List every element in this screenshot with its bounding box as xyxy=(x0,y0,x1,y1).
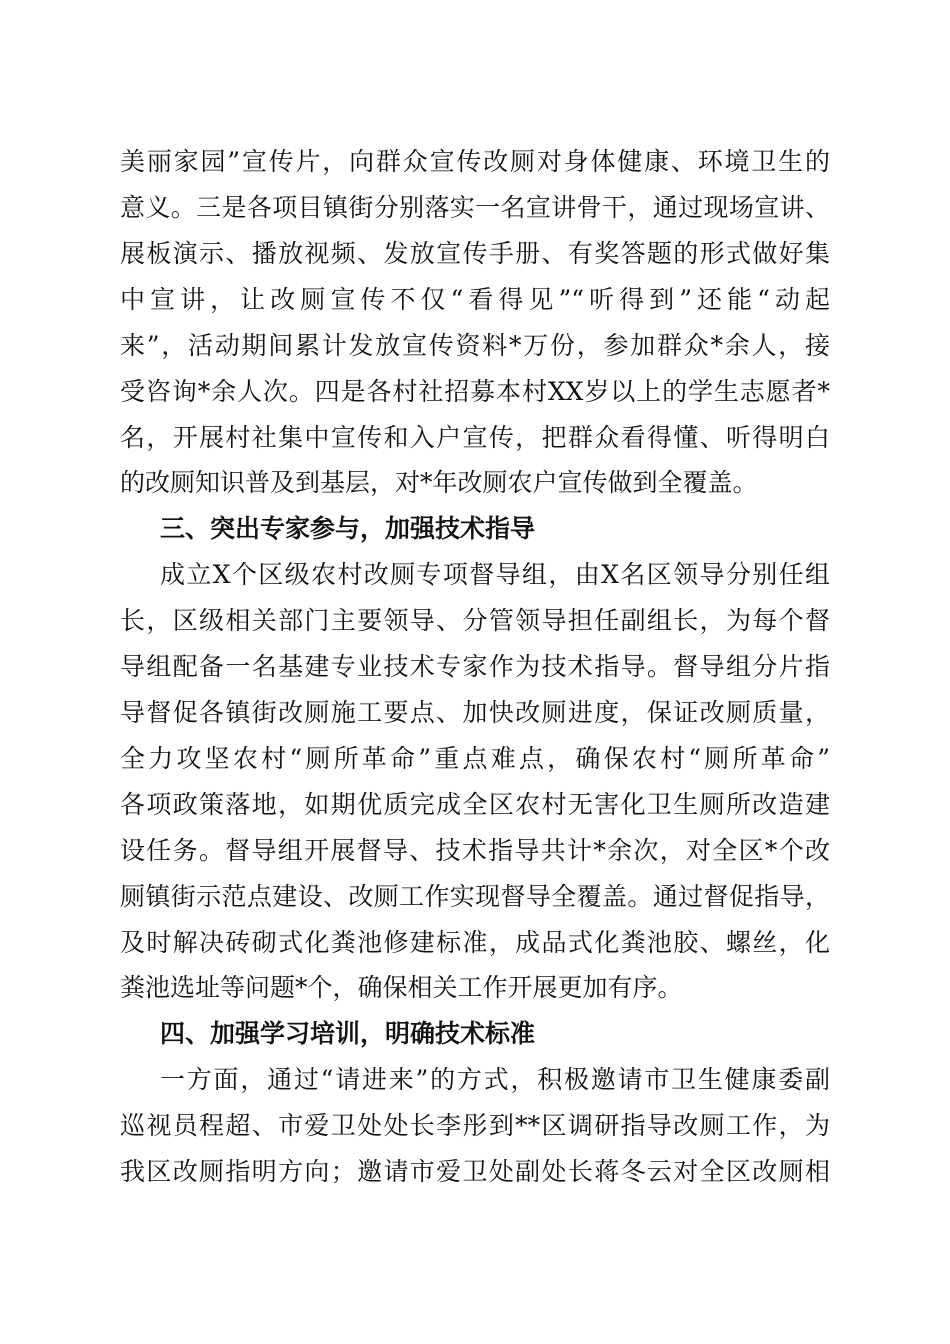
paragraph-line: 设任务。督导组开展督导、技术指导共计*余次，对全区*个改 xyxy=(120,836,830,865)
section-heading: 四、加强学习培训，明确技术标准 xyxy=(160,1019,536,1048)
paragraph-line: 的改厕知识普及到基层，对*年改厕农户宣传做到全覆盖。 xyxy=(120,468,758,497)
section-heading: 三、突出专家参与，加强技术指导 xyxy=(160,514,536,543)
paragraph-line: 厕镇街示范点建设、改厕工作实现督导全覆盖。通过督促指导， xyxy=(120,882,830,911)
paragraph-line: 一方面，通过“请进来”的方式，积极邀请市卫生健康委副 xyxy=(160,1065,830,1094)
paragraph-line: 各项政策落地，如期优质完成全区农村无害化卫生厕所改造建 xyxy=(120,790,830,819)
paragraph-line: 粪池选址等问题*个，确保相关工作开展更加有序。 xyxy=(120,973,683,1002)
paragraph-line: 导督促各镇街改厕施工要点、加快改厕进度，保证改厕质量， xyxy=(120,698,830,727)
paragraph-line: 受咨询*余人次。四是各村社招募本村XX岁以上的学生志愿者* xyxy=(120,377,830,406)
paragraph-line: 中宣讲，让改厕宣传不仅“看得见”“听得到”还能“动起 xyxy=(120,285,830,314)
paragraph-line: 全力攻坚农村“厕所革命”重点难点，确保农村“厕所革命” xyxy=(120,744,830,773)
paragraph-line: 美丽家园”宣传片，向群众宣传改厕对身体健康、环境卫生的 xyxy=(120,147,830,176)
paragraph-line: 名，开展村社集中宣传和入户宣传，把群众看得懂、听得明白 xyxy=(120,423,830,452)
paragraph-line: 长，区级相关部门主要领导、分管领导担任副组长，为每个督 xyxy=(120,606,830,635)
paragraph-line: 导组配备一名基建专业技术专家作为技术指导。督导组分片指 xyxy=(120,652,830,681)
paragraph-line: 成立X个区级农村改厕专项督导组，由X名区领导分别任组 xyxy=(160,560,830,589)
paragraph-line: 我区改厕指明方向；邀请市爱卫处副处长蒋冬云对全区改厕相 xyxy=(120,1157,830,1186)
paragraph-line: 意义。三是各项目镇街分别落实一名宣讲骨干，通过现场宣讲、 xyxy=(120,193,830,222)
paragraph-line: 巡视员程超、市爱卫处处长李彤到**区调研指导改厕工作，为 xyxy=(120,1111,830,1140)
paragraph-line: 展板演示、播放视频、发放宣传手册、有奖答题的形式做好集 xyxy=(120,239,830,268)
paragraph-line: 及时解决砖砌式化粪池修建标准，成品式化粪池胶、螺丝，化 xyxy=(120,928,830,957)
paragraph-line: 来”，活动期间累计发放宣传资料*万份，参加群众*余人，接 xyxy=(120,331,830,360)
